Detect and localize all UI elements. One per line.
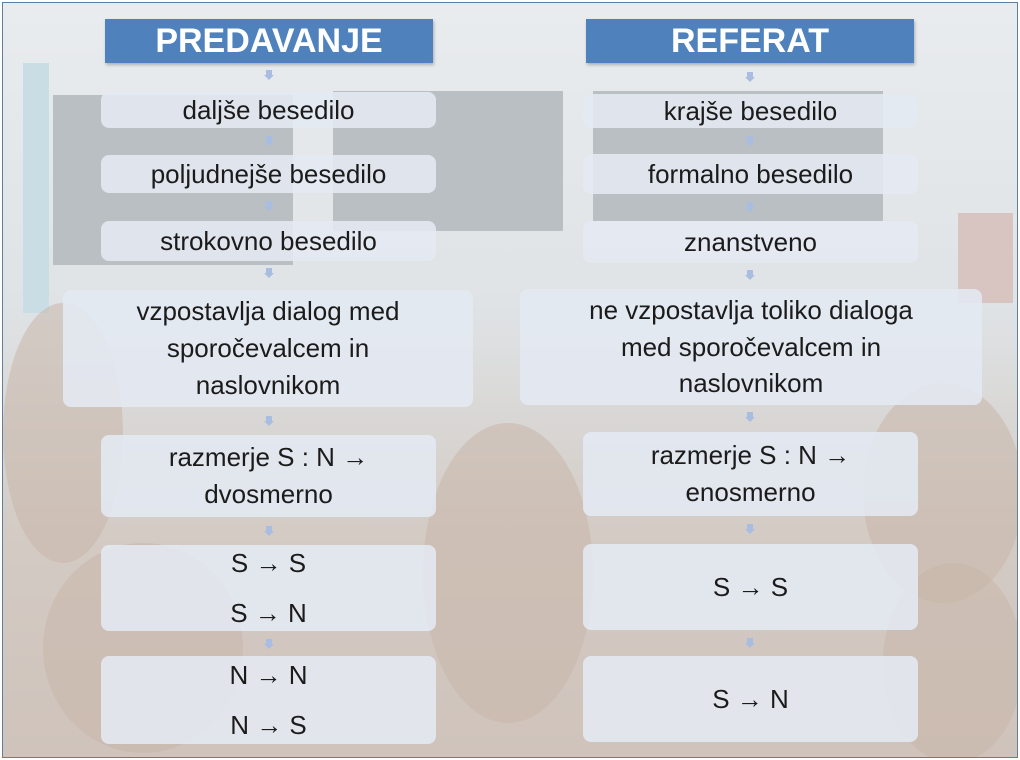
left-box-2 <box>101 155 436 193</box>
box-line: med sporočevalcem in <box>620 331 882 362</box>
box-line: sporočevalcem in <box>166 333 370 364</box>
down-arrow-icon <box>264 70 274 80</box>
right-box-5 <box>583 432 918 516</box>
left-box-1 <box>101 92 436 128</box>
down-arrow-icon <box>264 268 274 278</box>
box-line: enosmerno <box>685 477 816 507</box>
background-crowd <box>423 423 593 723</box>
down-arrow-icon <box>745 412 755 422</box>
box-line: N → S <box>230 710 307 740</box>
box-line: znanstveno <box>684 226 817 257</box>
down-arrow-icon <box>745 524 755 534</box>
box-line: vzpostavlja dialog med <box>136 296 400 327</box>
down-arrow-icon <box>264 201 274 211</box>
box-line: krajše besedilo <box>663 95 838 126</box>
down-arrow-icon <box>745 136 755 146</box>
box-line: S → S <box>712 571 789 602</box>
box-line: daljše besedilo <box>182 94 355 125</box>
down-arrow-icon <box>745 270 755 280</box>
down-arrow-icon <box>264 526 274 536</box>
down-arrow-icon <box>264 416 274 426</box>
down-arrow-icon <box>264 136 274 146</box>
left-box-3 <box>101 221 436 261</box>
box-line: razmerje S : N → <box>168 442 369 473</box>
left-box-6 <box>101 545 436 631</box>
right-box-4 <box>520 289 982 405</box>
left-column-title: PREDAVANJE <box>105 19 433 63</box>
box-line: S → N <box>712 683 789 714</box>
down-arrow-icon <box>745 638 755 648</box>
box-line: ne vzpostavlja toliko dialoga <box>589 294 913 325</box>
right-box-6 <box>583 544 918 630</box>
right-box-1 <box>583 94 918 128</box>
box-line: poljudnejše besedilo <box>150 158 387 189</box>
box-line: dvosmerno <box>204 479 333 509</box>
right-box-2 <box>583 154 918 194</box>
background-pillar <box>23 63 49 313</box>
box-line: razmerje S : N → <box>650 440 851 471</box>
down-arrow-icon <box>745 202 755 212</box>
box-line: N → N <box>229 659 308 690</box>
box-line: S → N <box>230 598 307 628</box>
right-box-7 <box>583 656 918 742</box>
left-box-7 <box>101 656 436 744</box>
down-arrow-icon <box>745 72 755 82</box>
down-arrow-icon <box>264 639 274 649</box>
left-box-4 <box>63 290 473 407</box>
box-line: formalno besedilo <box>647 158 854 189</box>
box-line: naslovnikom <box>195 369 341 400</box>
box-line: strokovno besedilo <box>160 225 377 256</box>
right-column-title: REFERAT <box>586 19 914 63</box>
box-line: S → S <box>230 547 307 578</box>
right-box-3 <box>583 221 918 263</box>
left-box-5 <box>101 435 436 517</box>
box-line: naslovnikom <box>678 368 824 399</box>
